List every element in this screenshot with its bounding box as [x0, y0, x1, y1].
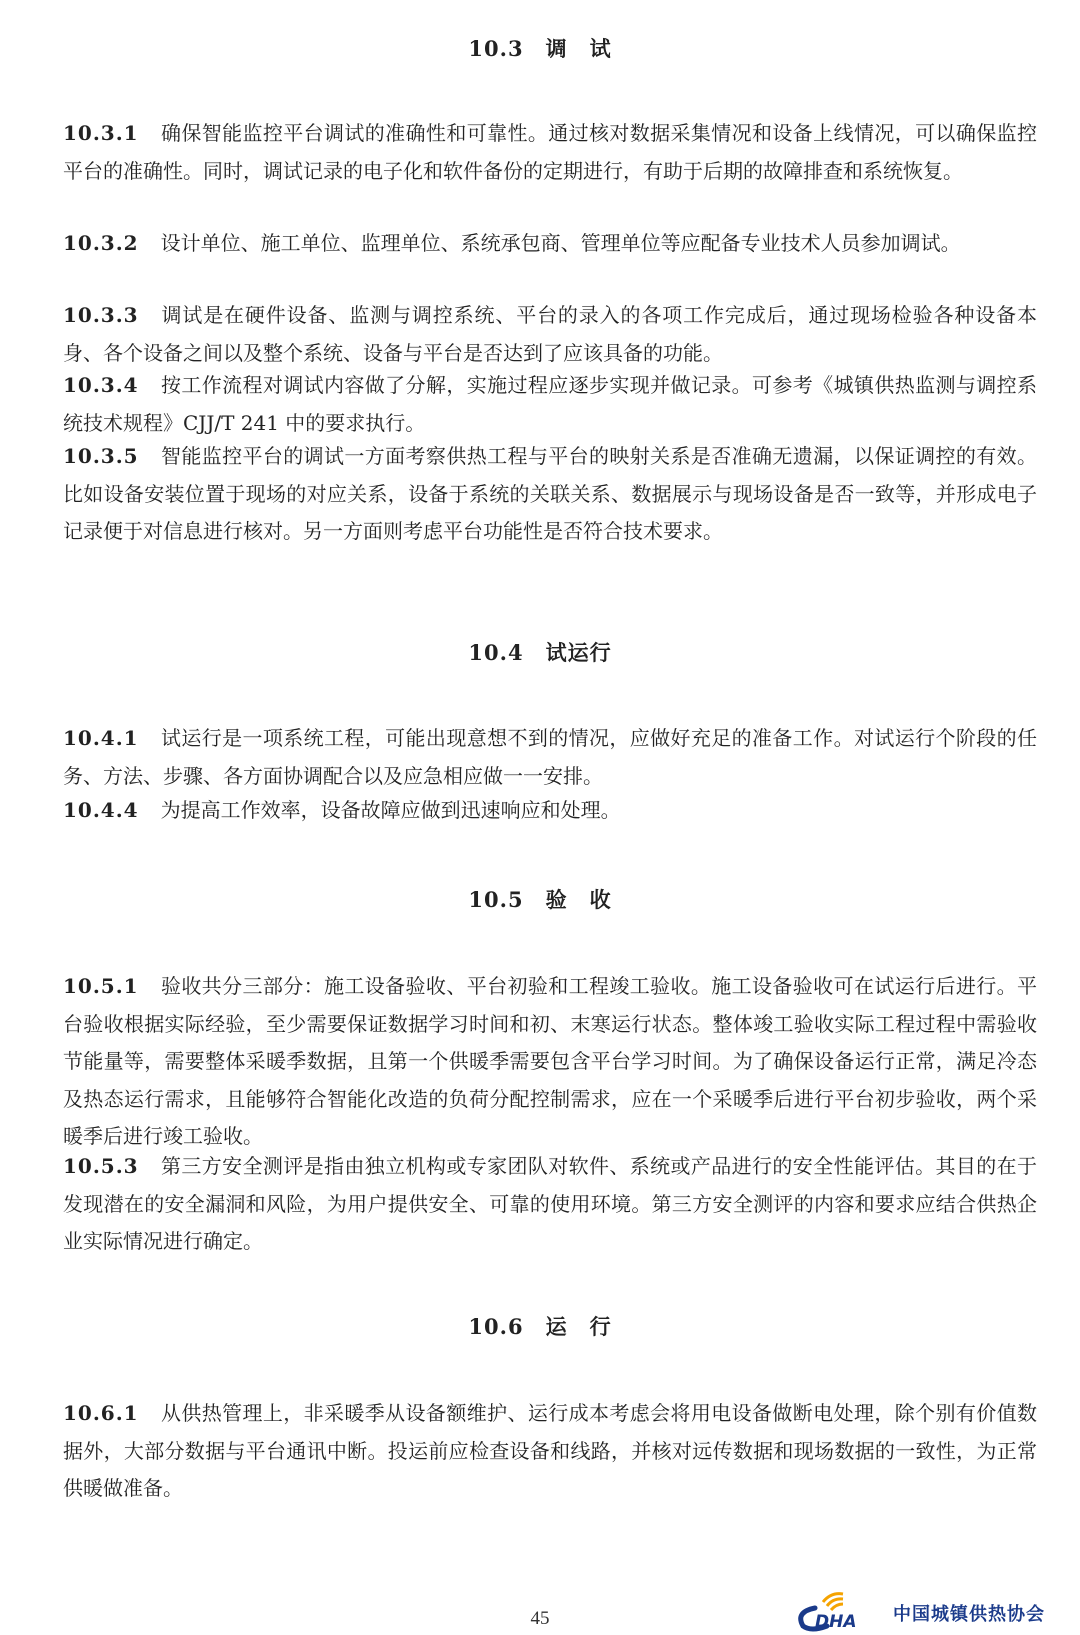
chda-logo — [793, 1588, 1073, 1632]
clause-number: 10.3.1 — [63, 121, 139, 145]
logo-arc-3 — [831, 1604, 843, 1610]
clause-text: 调试是在硬件设备、监测与调控系统、平台的录入的各项工作完成后，通过现场检验各种设备本身、各个设备之间以及整个系统、设备与平台是否达到了应该具备的功能。 — [63, 303, 1037, 365]
dha-logo-icon — [793, 1588, 893, 1632]
clause-10-3-4 — [63, 367, 1037, 442]
clause-text: 按工作流程对调试内容做了分解，实施过程应逐步实现并做记录。可参考《城镇供热监测与调控系统技术规程》CJJ/T 241 中的要求执行。 — [63, 373, 1037, 435]
section-title-10-3: 10.3 调 试 — [468, 36, 612, 61]
clause-text: 第三方安全测评是指由独立机构或专家团队对软件、系统或产品进行的安全性能评估。其目的在于发现潜在的安全漏洞和风险，为用户提供安全、可靠的使用环境。第三方安全测评的内容和要求应结合供热企业实际情况进行确定。 — [63, 1154, 1037, 1253]
clause-text: 确保智能监控平台调试的准确性和可靠性。通过核对数据采集情况和设备上线情况，可以确保监控平台的准确性。同时，调试记录的电子化和软件备份的定期进行，有助于后期的故障排查和系统恢复。 — [63, 121, 1037, 183]
clause-10-5-1 — [63, 968, 1037, 1156]
clause-10-6-1 — [63, 1395, 1037, 1508]
clause-text: 智能监控平台的调试一方面考察供热工程与平台的映射关系是否准确无遗漏，以保证调控的有效。比如设备安装位置于现场的对应关系，设备于系统的关联关系、数据展示与现场设备是否一致等，并形成电子记录便于对信息进行核对。另一方面则考虑平台功能性是否符合技术要求。 — [63, 444, 1037, 543]
logo-text: 中国城镇供热协会 — [893, 1604, 1045, 1625]
section-title-10-6: 10.6 运 行 — [468, 1314, 612, 1339]
clause-number: 10.4.4 — [63, 798, 139, 822]
clause-text: 为提高工作效率，设备故障应做到迅速响应和处理。 — [160, 798, 621, 822]
section-title-10-5: 10.5 验 收 — [468, 887, 612, 912]
clause-number: 10.3.4 — [63, 373, 139, 397]
clause-10-3-1 — [63, 115, 1037, 190]
page-number: 45 — [530, 1608, 550, 1629]
clause-number: 10.5.3 — [63, 1154, 139, 1178]
clause-10-3-3 — [63, 297, 1037, 372]
clause-text: 试运行是一项系统工程，可能出现意想不到的情况，应做好充足的准备工作。对试运行个阶段的任务、方法、步骤、各方面协调配合以及应急相应做一一安排。 — [63, 726, 1037, 788]
clause-number: 10.6.1 — [63, 1401, 139, 1425]
clause-text: 从供热管理上，非采暖季从设备额维护、运行成本考虑会将用电设备做断电处理，除个别有价值数据外，大部分数据与平台通讯中断。投运前应检查设备和线路，并核对远传数据和现场数据的一致性，为正常供暖做准备。 — [63, 1401, 1037, 1500]
clause-number: 10.3.5 — [63, 444, 139, 468]
logo-abbr: DHA — [815, 1612, 857, 1632]
clause-number: 10.4.1 — [63, 726, 139, 750]
clause-10-4-1 — [63, 720, 1037, 795]
section-title-10-4: 10.4 试运行 — [468, 640, 612, 665]
clause-text: 验收共分三部分：施工设备验收、平台初验和工程竣工验收。施工设备验收可在试运行后进行。平台验收根据实际经验，至少需要保证数据学习时间和初、末寒运行状态。整体竣工验收实际工程过程中需验收节能量等，需要整体采暖季数据，且第一个供暖季需要包含平台学习时间。为了确保设备运行正常，满足冷态及热态运行需求，且能够符合智能化改造的负荷分配控制需求，应在一个采暖季后进行平台初步验收，两个采暖季后进行竣工验收。 — [63, 974, 1037, 1148]
clause-text: 设计单位、施工单位、监理单位、系统承包商、管理单位等应配备专业技术人员参加调试。 — [160, 231, 961, 255]
clause-10-3-5 — [63, 438, 1037, 551]
clause-10-4-4 — [63, 792, 1037, 830]
clause-10-3-2 — [63, 225, 1037, 263]
clause-number: 10.5.1 — [63, 974, 139, 998]
clause-number: 10.3.3 — [63, 303, 139, 327]
clause-10-5-3 — [63, 1148, 1037, 1261]
clause-number: 10.3.2 — [63, 231, 139, 255]
